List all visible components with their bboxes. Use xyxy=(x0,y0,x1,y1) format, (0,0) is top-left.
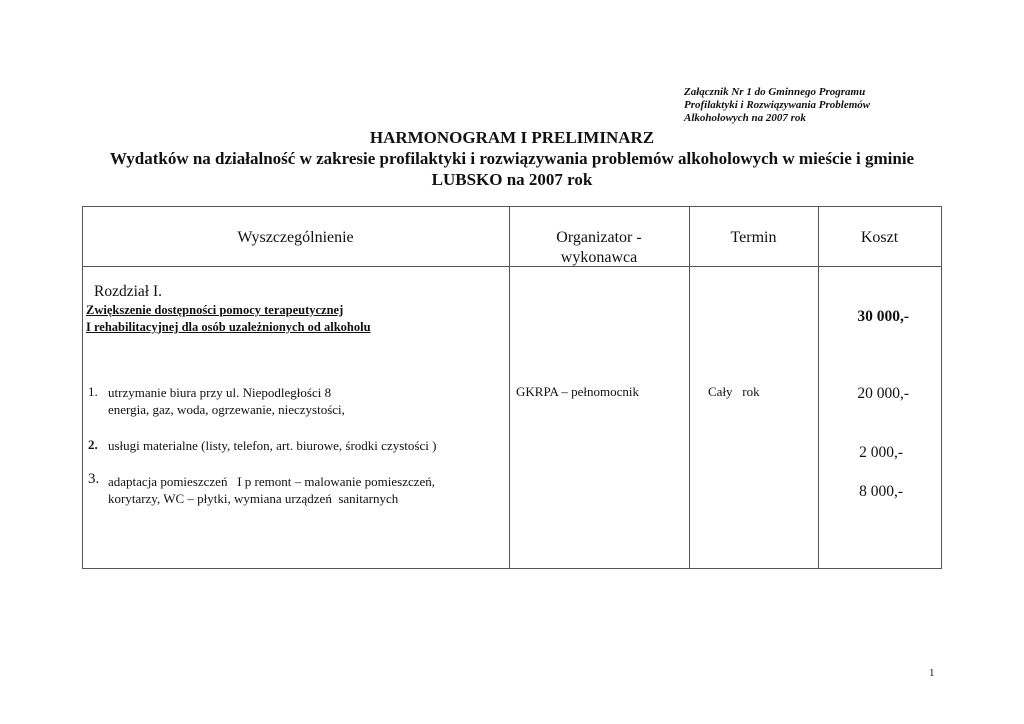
section-title-line-1: Zwiększenie dostępności pomocy terapeutycznej xyxy=(86,303,344,317)
item-2-line-1: usługi materialne (listy, telefon, art. biurowe, środki czystości ) xyxy=(108,438,437,453)
subtitle-line-2: LUBSKO na 2007 rok xyxy=(431,170,593,189)
item-1-line-1: utrzymanie biura przy ul. Niepodległości 8 xyxy=(108,385,332,400)
annex-line-1: Załącznik Nr 1 do Gminnego Programu xyxy=(684,86,866,98)
budget-table xyxy=(82,206,942,569)
item-1-line-2: energia, gaz, woda, ogrzewanie, nieczystości, xyxy=(108,402,345,417)
item-3-line-1: adaptacja pomieszczeń I p remont – malowanie pomieszczeń, xyxy=(108,474,436,489)
header-cost: Koszt xyxy=(860,229,899,246)
header-term: Termin xyxy=(730,229,777,246)
annex-line-2: Profilaktyki i Rozwiązywania Problemów xyxy=(684,99,871,111)
annex-note xyxy=(684,86,984,125)
table-border-bottom xyxy=(82,568,942,569)
document-subtitle xyxy=(60,148,964,190)
item-3-line-2: korytarzy, WC – płytki, wymiana urządzeń sanitarnych xyxy=(108,491,399,506)
header-organizer-line-1: Organizator - xyxy=(556,229,642,246)
page-number: 1 xyxy=(929,667,935,679)
item-2-cost: 2 000,- xyxy=(859,444,903,461)
item-1-cost: 20 000,- xyxy=(857,385,909,402)
table-border-right xyxy=(941,206,942,569)
column-divider-2 xyxy=(689,206,690,569)
header-organizer-line-2: wykonawca xyxy=(560,249,638,266)
subtitle-line-1: Wydatków na działalność w zakresie profilaktyki i rozwiązywania problemów alkoholowych w mieście i gminie xyxy=(109,149,915,168)
annex-line-3: Alkoholowych na 2007 rok xyxy=(684,112,806,124)
item-3-number: 3. xyxy=(88,471,100,487)
item-2-number: 2. xyxy=(88,437,98,452)
table-border-left xyxy=(82,206,83,569)
section-label: Rozdział I. xyxy=(94,283,163,300)
item-3-cost: 8 000,- xyxy=(859,483,903,500)
header-organizer xyxy=(509,228,689,268)
item-1-number: 1. xyxy=(88,384,98,399)
header-specification: Wyszczególnienie xyxy=(237,229,354,246)
section-total: 30 000,- xyxy=(857,308,909,325)
term-cell: Cały rok xyxy=(708,384,760,399)
section-title-line-2: I rehabilitacyjnej dla osób uzależnionych od alkoholu xyxy=(86,320,371,334)
document-title: HARMONOGRAM I PRELIMINARZ xyxy=(369,128,655,147)
organizer-cell: GKRPA – pełnomocnik xyxy=(516,384,640,399)
table-border-top xyxy=(82,206,942,207)
